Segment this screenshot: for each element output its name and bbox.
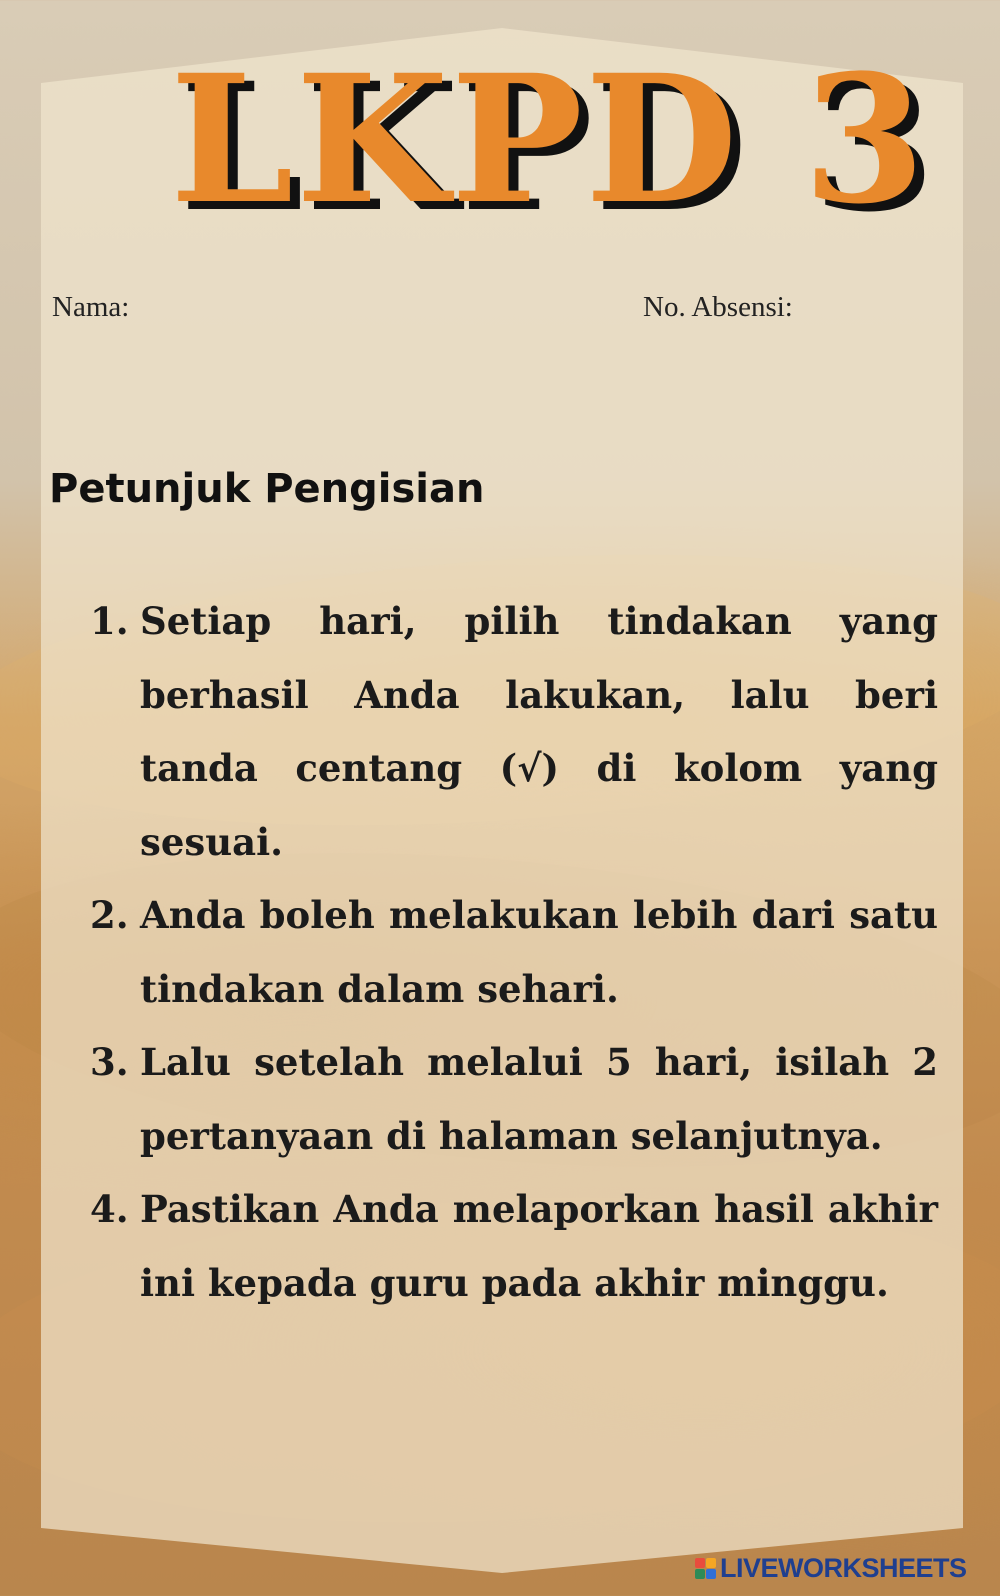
logo-square [706,1558,716,1568]
instruction-item [90,585,938,879]
instruction-text: Setiap hari, pilih tindakan yang berhasil Anda lakukan, lalu beri tanda centang (√) di kolom yang sesuai. [140,599,938,864]
liveworksheets-brand-text: LIVEWORKSHEETS [720,1553,967,1583]
instruction-item [90,1026,938,1173]
instruction-text: Lalu setelah melalui 5 hari, isilah 2 pertanyaan di halaman selanjutnya. [140,1040,938,1158]
instructions-list [90,585,938,1320]
logo-square [695,1569,705,1579]
nama-label: Nama: [52,291,130,323]
liveworksheets-logo-icon [695,1558,716,1579]
instruction-number: 2. [90,893,129,937]
instructions-heading: Petunjuk Pengisian [49,466,485,512]
instruction-number: 4. [90,1187,129,1231]
instruction-text: Pastikan Anda melaporkan hasil akhir ini kepada guru pada akhir minggu. [140,1187,938,1305]
instruction-number: 3. [90,1040,129,1084]
instruction-item [90,1173,938,1320]
instruction-number: 1. [90,599,129,643]
absensi-label: No. Absensi: [643,291,793,323]
instruction-item [90,879,938,1026]
instruction-text: Anda boleh melakukan lebih dari satu tindakan dalam sehari. [140,893,938,1011]
liveworksheets-logo[interactable] [695,1553,967,1584]
worksheet-title: LKPD 3 [170,36,928,243]
logo-square [706,1569,716,1579]
logo-square [695,1558,705,1568]
